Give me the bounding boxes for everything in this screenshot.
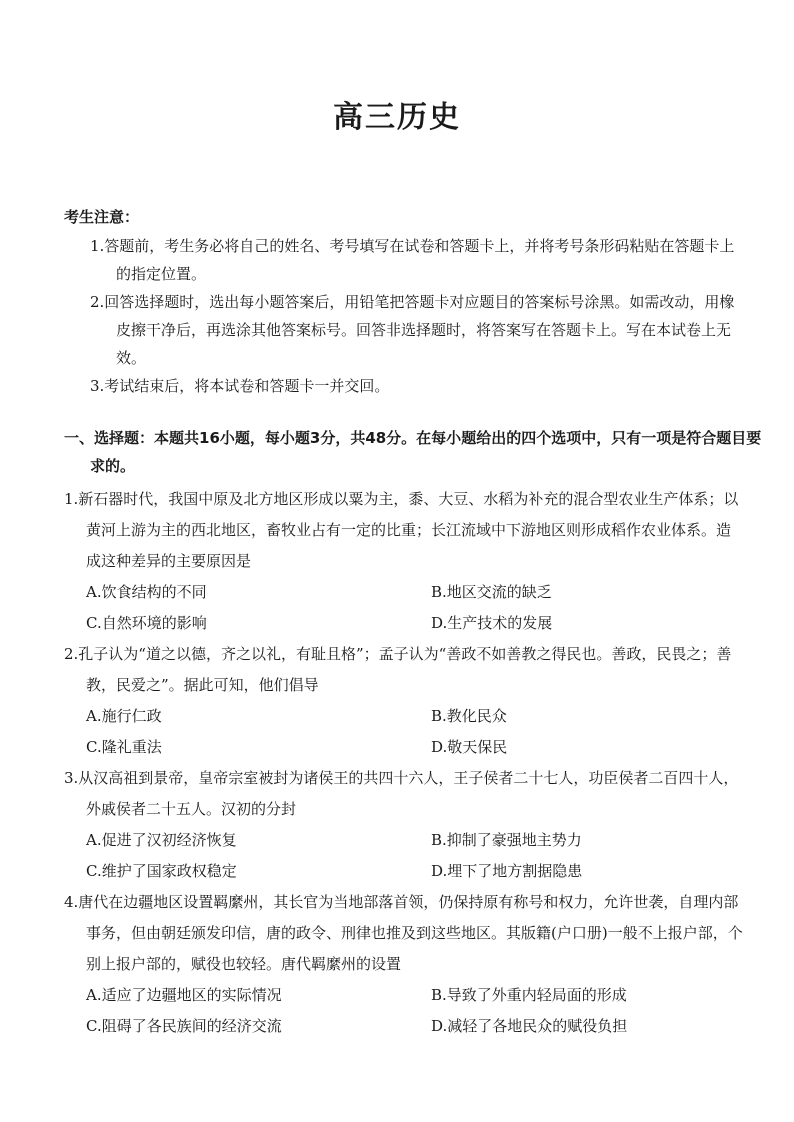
question-3: [64, 763, 744, 887]
page-title: 高三历史: [333, 100, 461, 135]
question-list: [64, 484, 744, 1042]
option-a: A.促进了汉初经济恢复: [86, 831, 237, 849]
option-grid: [64, 701, 744, 763]
notice-list: [90, 232, 740, 400]
option-d: D.减轻了各地民众的赋役负担: [431, 1017, 628, 1035]
option-c: C.自然环境的影响: [86, 614, 207, 632]
option-c: C.隆礼重法: [86, 738, 162, 756]
option-b: B.导致了外重内轻局面的形成: [431, 986, 627, 1004]
option-c: C.阻碍了各民族间的经济交流: [86, 1017, 282, 1035]
section-heading: 一、选择题：本题共16小题，每小题3分，共48分。在每小题给出的四个选项中，只有一项是符合题目要求的。: [64, 429, 762, 475]
question-4: [64, 887, 744, 1042]
question-stem: 4.唐代在边疆地区设置羁縻州，其长官为当地部落首领，仍保持原有称号和权力，允许世袭，自理内部事务，但由朝廷颁发印信，唐的政令、刑律也推及到这些地区。其版籍(户口册)一般不上报户部，个别上报户部的，赋役也较轻。唐代羁縻州的设置: [64, 893, 743, 973]
option-c: C.维护了国家政权稳定: [86, 862, 237, 880]
option-d: D.生产技术的发展: [431, 614, 553, 632]
notice-item: 2.回答选择题时，选出每小题答案后，用铅笔把答题卡对应题目的答案标号涂黑。如需改动，用橡皮擦干净后，再选涂其他答案标号。回答非选择题时，将答案写在答题卡上。写在本试卷上无效。: [90, 293, 735, 367]
question-stem: 2.孔子认为“道之以德，齐之以礼，有耻且格”；孟子认为“善政不如善教之得民也。善政，民畏之；善教，民爱之”。据此可知，他们倡导: [64, 645, 732, 694]
option-grid: [64, 577, 744, 639]
option-a: A.施行仁政: [86, 707, 162, 725]
question-2: [64, 639, 744, 763]
question-stem: 3.从汉高祖到景帝，皇帝宗室被封为诸侯王的共四十六人，王子侯者二十七人，功臣侯者二百四十人，外戚侯者二十五人。汉初的分封: [64, 769, 739, 818]
option-b: B.抑制了豪强地主势力: [431, 831, 582, 849]
option-grid: [64, 980, 744, 1042]
option-a: A.饮食结构的不同: [86, 583, 207, 601]
option-b: B.地区交流的缺乏: [431, 583, 552, 601]
question-1: [64, 484, 744, 639]
option-grid: [64, 825, 744, 887]
notice-item: 1.答题前，考生务必将自己的姓名、考号填写在试卷和答题卡上，并将考号条形码粘贴在答题卡上的指定位置。: [90, 237, 735, 283]
notice-item: 3.考试结束后，将本试卷和答题卡一并交回。: [90, 377, 390, 395]
option-d: D.敬天保民: [431, 738, 508, 756]
question-stem: 1.新石器时代，我国中原及北方地区形成以粟为主，黍、大豆、水稻为补充的混合型农业生产体系；以黄河上游为主的西北地区，畜牧业占有一定的比重；长江流域中下游地区则形成稻作农业体系。造成这种差异的主要原因是: [64, 490, 739, 570]
notice-heading: 考生注意：: [64, 208, 140, 226]
option-d: D.埋下了地方割据隐患: [431, 862, 583, 880]
option-b: B.教化民众: [431, 707, 507, 725]
option-a: A.适应了边疆地区的实际情况: [86, 986, 282, 1004]
